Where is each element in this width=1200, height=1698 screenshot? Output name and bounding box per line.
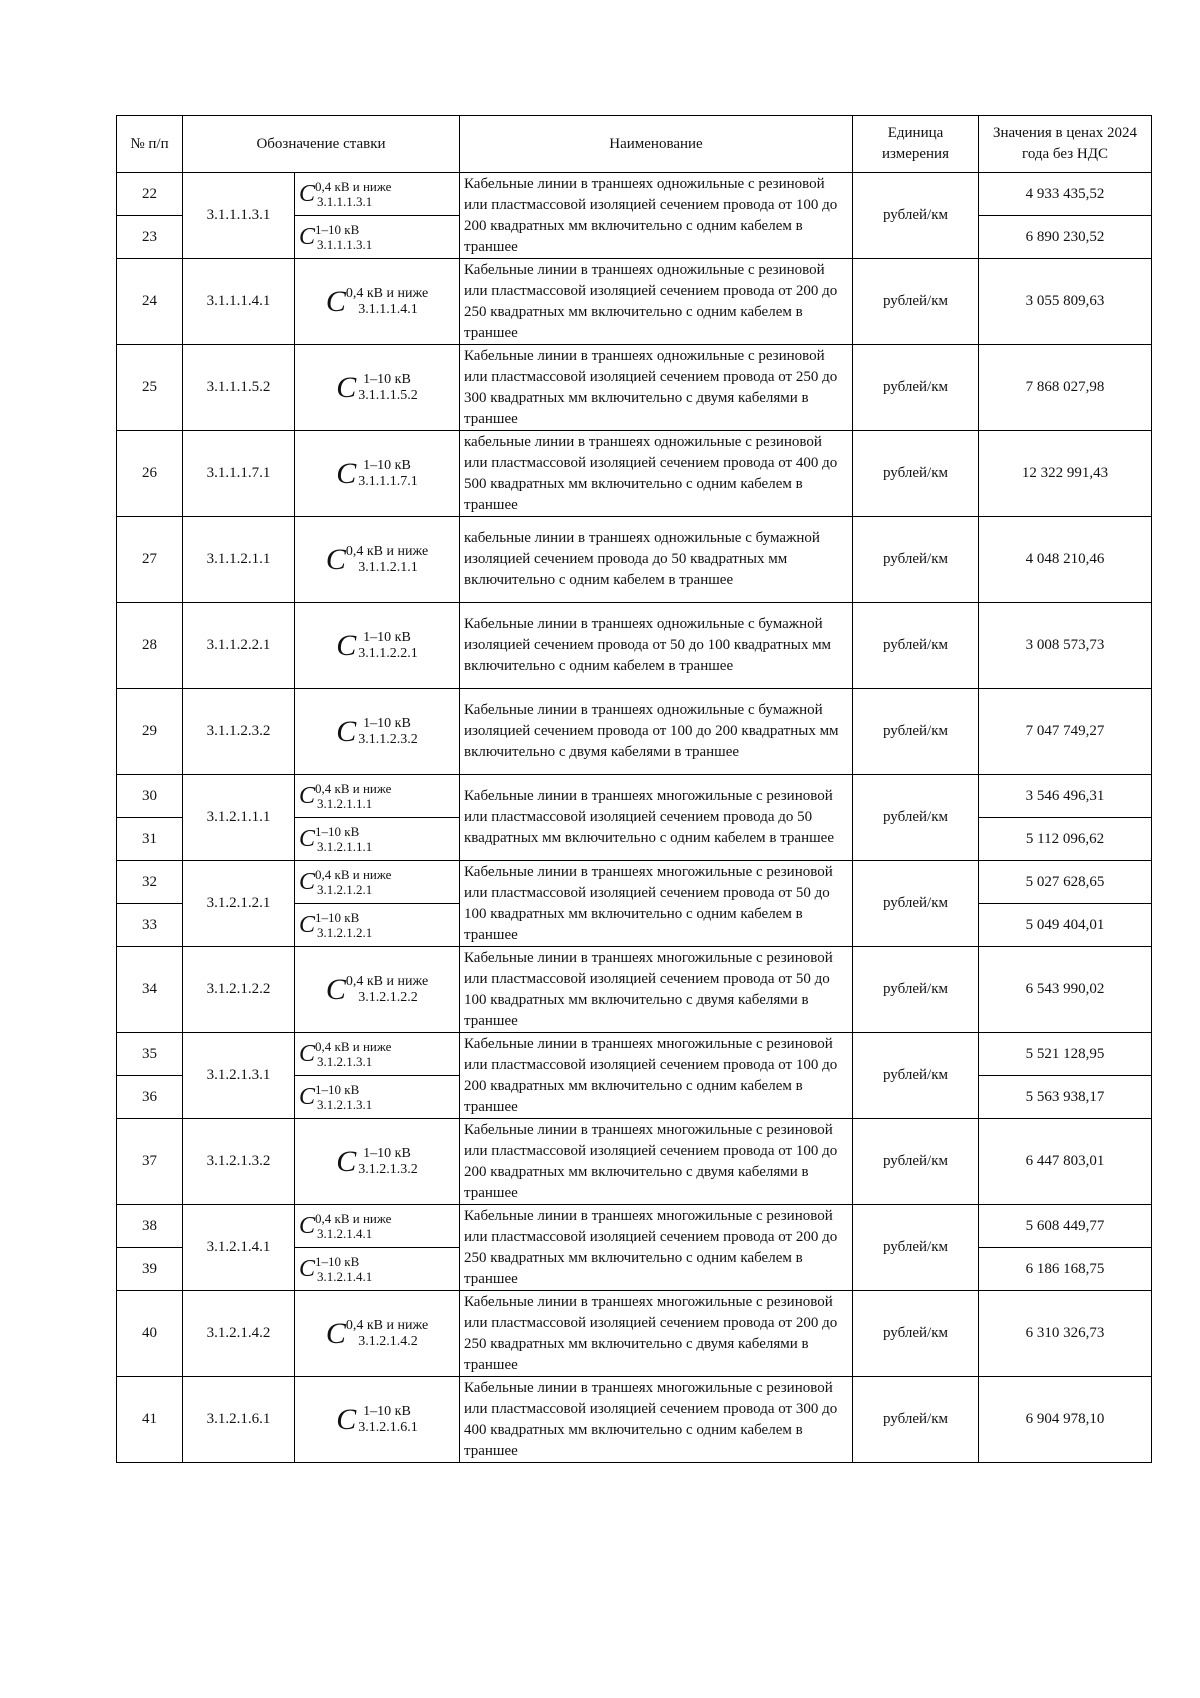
rate-symbol-letter: C xyxy=(299,1084,316,1110)
rate-symbol-cell xyxy=(295,431,460,517)
rate-name: Кабельные линии в траншеях многожильные с резиновой или пластмассовой изоляцией сечением провода от 200 до 250 квадратных мм включительно с одним кабелем в траншее xyxy=(460,1205,853,1291)
rate-symbol xyxy=(299,1146,455,1178)
rate-name: Кабельные линии в траншеях одножильные с бумажной изоляцией сечением провода от 100 до 200 квадратных мм включительно с двумя кабелями в траншее xyxy=(460,689,853,775)
header-name: Наименование xyxy=(460,116,853,173)
rate-symbol-letter: C xyxy=(325,1316,346,1350)
rate-code: 3.1.2.1.3.1 xyxy=(183,1033,295,1119)
table-row xyxy=(117,1377,1152,1463)
voltage-class: 0,4 кВ и ниже xyxy=(345,543,429,559)
header-value: Значения в ценах 2024 года без НДС xyxy=(979,116,1152,173)
rate-symbol-scripts xyxy=(315,867,391,897)
rate-symbol-cell xyxy=(295,689,460,775)
rate-symbol-letter: C xyxy=(325,542,346,576)
rate-name: Кабельные линии в траншеях многожильные с резиновой или пластмассовой изоляцией сечением провода от 100 до 200 квадратных мм включительно с одним кабелем в траншее xyxy=(460,1033,853,1119)
table-row xyxy=(117,947,1152,1033)
rate-symbol-scripts xyxy=(315,222,372,252)
header-num: № п/п xyxy=(117,116,183,173)
rate-value: 4 933 435,52 xyxy=(979,173,1152,216)
voltage-class: 1–10 кВ xyxy=(363,371,411,387)
rate-symbol xyxy=(299,1211,391,1241)
symbol-index: 3.1.1.1.3.1 xyxy=(317,237,373,252)
rate-symbol xyxy=(299,544,455,576)
rate-symbol xyxy=(299,1254,372,1284)
rate-symbol-cell xyxy=(295,1291,460,1377)
voltage-class: 0,4 кВ и ниже xyxy=(345,285,429,301)
symbol-index: 3.1.1.2.3.2 xyxy=(358,731,418,747)
rate-value: 3 008 573,73 xyxy=(979,603,1152,689)
rate-name: Кабельные линии в траншеях одножильные с резиновой или пластмассовой изоляцией сечением провода от 200 до 250 квадратных мм включительно с одним кабелем в траншее xyxy=(460,259,853,345)
rate-symbol-scripts xyxy=(356,716,418,748)
rate-unit: рублей/км xyxy=(853,1119,979,1205)
rate-value: 6 904 978,10 xyxy=(979,1377,1152,1463)
table-row xyxy=(117,861,1152,904)
symbol-index: 3.1.1.1.4.1 xyxy=(358,301,418,317)
rates-table xyxy=(116,115,1152,1463)
rate-name: Кабельные линии в траншеях одножильные с резиновой или пластмассовой изоляцией сечением провода от 250 до 300 квадратных мм включительно с двумя кабелями в траншее xyxy=(460,345,853,431)
table-row xyxy=(117,775,1152,818)
rate-name: Кабельные линии в траншеях одножильные с бумажной изоляцией сечением провода от 50 до 100 квадратных мм включительно с одним кабелем в траншее xyxy=(460,603,853,689)
rate-unit: рублей/км xyxy=(853,259,979,345)
rate-value: 6 310 326,73 xyxy=(979,1291,1152,1377)
rate-name: кабельные линии в траншеях одножильные с резиновой или пластмассовой изоляцией сечением провода от 400 до 500 квадратных мм включительно с одним кабелем в траншее xyxy=(460,431,853,517)
row-number: 36 xyxy=(117,1076,183,1119)
rate-symbol-scripts xyxy=(356,1146,418,1178)
rate-symbol xyxy=(299,1318,455,1350)
rate-unit: рублей/км xyxy=(853,173,979,259)
rate-name: Кабельные линии в траншеях одножильные с резиновой или пластмассовой изоляцией сечением провода от 100 до 200 квадратных мм включительно с одним кабелем в траншее xyxy=(460,173,853,259)
rate-unit: рублей/км xyxy=(853,345,979,431)
rate-symbol-scripts xyxy=(346,544,428,576)
voltage-class: 1–10 кВ xyxy=(363,715,411,731)
rate-unit: рублей/км xyxy=(853,689,979,775)
rate-symbol-letter: C xyxy=(299,224,316,250)
rate-unit: рублей/км xyxy=(853,1377,979,1463)
symbol-index: 3.1.2.1.3.2 xyxy=(358,1161,418,1177)
rate-symbol-letter: C xyxy=(299,826,316,852)
rate-code: 3.1.1.2.1.1 xyxy=(183,517,295,603)
header-unit: Единица измерения xyxy=(853,116,979,173)
rate-symbol xyxy=(299,1039,391,1069)
rate-symbol-cell xyxy=(295,1076,460,1119)
rate-symbol xyxy=(299,630,455,662)
row-number: 39 xyxy=(117,1248,183,1291)
rate-symbol-letter: C xyxy=(336,1402,357,1436)
rate-code: 3.1.2.1.4.2 xyxy=(183,1291,295,1377)
row-number: 37 xyxy=(117,1119,183,1205)
rate-code: 3.1.1.1.5.2 xyxy=(183,345,295,431)
rate-symbol-cell xyxy=(295,1033,460,1076)
rate-symbol-cell xyxy=(295,173,460,216)
symbol-index: 3.1.1.1.3.1 xyxy=(317,194,373,209)
table-row xyxy=(117,517,1152,603)
rate-symbol-letter: C xyxy=(325,284,346,318)
rate-symbol-scripts xyxy=(356,1404,418,1436)
rate-symbol xyxy=(299,867,391,897)
rate-code: 3.1.2.1.2.2 xyxy=(183,947,295,1033)
header-designation: Обозначение ставки xyxy=(183,116,460,173)
table-row xyxy=(117,431,1152,517)
row-number: 23 xyxy=(117,216,183,259)
rate-symbol xyxy=(299,824,372,854)
rate-symbol-letter: C xyxy=(299,912,316,938)
rate-symbol-cell xyxy=(295,603,460,689)
table-header-row xyxy=(117,116,1152,173)
rate-symbol-letter: C xyxy=(299,181,316,207)
rate-unit: рублей/км xyxy=(853,431,979,517)
rate-symbol-scripts xyxy=(356,372,418,404)
symbol-index: 3.1.1.1.7.1 xyxy=(358,473,418,489)
rate-code: 3.1.1.2.3.2 xyxy=(183,689,295,775)
rate-name: Кабельные линии в траншеях многожильные с резиновой или пластмассовой изоляцией сечением провода от 300 до 400 квадратных мм включительно с одним кабелем в траншее xyxy=(460,1377,853,1463)
rate-symbol-scripts xyxy=(315,1211,391,1241)
rate-value: 6 890 230,52 xyxy=(979,216,1152,259)
table-row xyxy=(117,259,1152,345)
rate-symbol xyxy=(299,286,455,318)
rate-code: 3.1.1.1.4.1 xyxy=(183,259,295,345)
row-number: 35 xyxy=(117,1033,183,1076)
rate-symbol-scripts xyxy=(315,1082,372,1112)
rate-symbol-cell xyxy=(295,904,460,947)
rate-symbol-letter: C xyxy=(299,1213,316,1239)
rate-symbol-letter: C xyxy=(299,869,316,895)
symbol-index: 3.1.2.1.4.1 xyxy=(317,1269,373,1284)
rate-symbol xyxy=(299,372,455,404)
rate-value: 5 608 449,77 xyxy=(979,1205,1152,1248)
table-row xyxy=(117,603,1152,689)
rate-symbol-cell xyxy=(295,861,460,904)
voltage-class: 0,4 кВ и ниже xyxy=(345,1317,429,1333)
rate-unit: рублей/км xyxy=(853,1291,979,1377)
rate-value: 6 543 990,02 xyxy=(979,947,1152,1033)
table-row xyxy=(117,1119,1152,1205)
rate-code: 3.1.2.1.2.1 xyxy=(183,861,295,947)
rate-value: 6 447 803,01 xyxy=(979,1119,1152,1205)
rate-value: 7 047 749,27 xyxy=(979,689,1152,775)
rate-symbol-cell xyxy=(295,216,460,259)
table-body xyxy=(117,173,1152,1463)
voltage-class: 0,4 кВ и ниже xyxy=(315,867,392,882)
rate-name: Кабельные линии в траншеях многожильные с резиновой или пластмассовой изоляцией сечением провода от 200 до 250 квадратных мм включительно с двумя кабелями в траншее xyxy=(460,1291,853,1377)
rate-symbol xyxy=(299,458,455,490)
row-number: 41 xyxy=(117,1377,183,1463)
rate-symbol-scripts xyxy=(315,910,372,940)
rate-symbol xyxy=(299,716,455,748)
voltage-class: 0,4 кВ и ниже xyxy=(315,781,392,796)
rate-symbol-cell xyxy=(295,818,460,861)
symbol-index: 3.1.1.2.1.1 xyxy=(358,559,418,575)
rate-value: 3 546 496,31 xyxy=(979,775,1152,818)
rate-symbol-letter: C xyxy=(336,1144,357,1178)
rate-value: 5 112 096,62 xyxy=(979,818,1152,861)
rate-symbol-cell xyxy=(295,1377,460,1463)
voltage-class: 1–10 кВ xyxy=(315,1254,360,1269)
rate-code: 3.1.1.2.2.1 xyxy=(183,603,295,689)
rate-symbol-scripts xyxy=(315,1254,372,1284)
rate-name: Кабельные линии в траншеях многожильные с резиновой или пластмассовой изоляцией сечением провода до 50 квадратных мм включительно с одним кабелем в траншее xyxy=(460,775,853,861)
rate-symbol-scripts xyxy=(315,781,391,811)
rate-unit: рублей/км xyxy=(853,861,979,947)
symbol-index: 3.1.2.1.3.1 xyxy=(317,1097,373,1112)
table-row xyxy=(117,173,1152,216)
rate-symbol-letter: C xyxy=(336,628,357,662)
voltage-class: 1–10 кВ xyxy=(363,1145,411,1161)
rate-name: Кабельные линии в траншеях многожильные с резиновой или пластмассовой изоляцией сечением провода от 50 до 100 квадратных мм включительно с одним кабелем в траншее xyxy=(460,861,853,947)
rate-value: 3 055 809,63 xyxy=(979,259,1152,345)
rate-name: Кабельные линии в траншеях многожильные с резиновой или пластмассовой изоляцией сечением провода от 100 до 200 квадратных мм включительно с двумя кабелями в траншее xyxy=(460,1119,853,1205)
rate-symbol-cell xyxy=(295,1119,460,1205)
row-number: 38 xyxy=(117,1205,183,1248)
row-number: 29 xyxy=(117,689,183,775)
rate-symbol-cell xyxy=(295,1248,460,1291)
rate-unit: рублей/км xyxy=(853,1033,979,1119)
symbol-index: 3.1.2.1.2.2 xyxy=(358,989,418,1005)
rate-symbol-cell xyxy=(295,775,460,818)
rate-value: 7 868 027,98 xyxy=(979,345,1152,431)
symbol-index: 3.1.1.1.5.2 xyxy=(358,387,418,403)
symbol-index: 3.1.2.1.1.1 xyxy=(317,796,373,811)
table-row xyxy=(117,689,1152,775)
rate-value: 5 521 128,95 xyxy=(979,1033,1152,1076)
row-number: 26 xyxy=(117,431,183,517)
table-row xyxy=(117,345,1152,431)
rate-symbol-cell xyxy=(295,947,460,1033)
voltage-class: 1–10 кВ xyxy=(363,629,411,645)
rate-symbol-scripts xyxy=(315,824,372,854)
rate-value: 12 322 991,43 xyxy=(979,431,1152,517)
symbol-index: 3.1.2.1.1.1 xyxy=(317,839,373,854)
symbol-index: 3.1.2.1.3.1 xyxy=(317,1054,373,1069)
rate-symbol-scripts xyxy=(356,630,418,662)
rate-symbol-cell xyxy=(295,517,460,603)
rate-unit: рублей/км xyxy=(853,517,979,603)
table-row xyxy=(117,1291,1152,1377)
rate-value: 4 048 210,46 xyxy=(979,517,1152,603)
rate-unit: рублей/км xyxy=(853,1205,979,1291)
rate-symbol-letter: C xyxy=(299,783,316,809)
voltage-class: 1–10 кВ xyxy=(315,1082,360,1097)
rate-value: 6 186 168,75 xyxy=(979,1248,1152,1291)
rate-symbol xyxy=(299,910,372,940)
voltage-class: 1–10 кВ xyxy=(315,824,360,839)
symbol-index: 3.1.2.1.2.1 xyxy=(317,882,373,897)
rate-symbol xyxy=(299,781,391,811)
rate-symbol-letter: C xyxy=(299,1256,316,1282)
table-row xyxy=(117,1033,1152,1076)
rate-symbol-scripts xyxy=(346,286,428,318)
rate-code: 3.1.1.1.7.1 xyxy=(183,431,295,517)
rate-symbol-scripts xyxy=(356,458,418,490)
rate-symbol-letter: C xyxy=(336,714,357,748)
rate-symbol-letter: C xyxy=(336,370,357,404)
row-number: 32 xyxy=(117,861,183,904)
rate-code: 3.1.2.1.3.2 xyxy=(183,1119,295,1205)
rate-symbol-letter: C xyxy=(299,1041,316,1067)
rate-symbol-cell xyxy=(295,1205,460,1248)
voltage-class: 0,4 кВ и ниже xyxy=(315,1211,392,1226)
rate-symbol-scripts xyxy=(346,974,428,1006)
table-row xyxy=(117,1205,1152,1248)
rate-symbol-scripts xyxy=(315,179,391,209)
row-number: 25 xyxy=(117,345,183,431)
rate-value: 5 049 404,01 xyxy=(979,904,1152,947)
rate-symbol xyxy=(299,1404,455,1436)
symbol-index: 3.1.2.1.6.1 xyxy=(358,1419,418,1435)
rate-name: кабельные линии в траншеях одножильные с бумажной изоляцией сечением провода до 50 квадратных мм включительно с одним кабелем в траншее xyxy=(460,517,853,603)
rate-value: 5 563 938,17 xyxy=(979,1076,1152,1119)
voltage-class: 0,4 кВ и ниже xyxy=(315,1039,392,1054)
rate-unit: рублей/км xyxy=(853,603,979,689)
row-number: 33 xyxy=(117,904,183,947)
symbol-index: 3.1.2.1.4.1 xyxy=(317,1226,373,1241)
voltage-class: 1–10 кВ xyxy=(315,222,360,237)
row-number: 22 xyxy=(117,173,183,216)
rate-unit: рублей/км xyxy=(853,947,979,1033)
rate-symbol-letter: C xyxy=(325,972,346,1006)
rate-symbol xyxy=(299,222,372,252)
row-number: 31 xyxy=(117,818,183,861)
voltage-class: 1–10 кВ xyxy=(363,457,411,473)
rate-symbol xyxy=(299,179,391,209)
rate-name: Кабельные линии в траншеях многожильные с резиновой или пластмассовой изоляцией сечением провода от 50 до 100 квадратных мм включительно с двумя кабелями в траншее xyxy=(460,947,853,1033)
symbol-index: 3.1.1.2.2.1 xyxy=(358,645,418,661)
voltage-class: 1–10 кВ xyxy=(363,1403,411,1419)
rate-symbol xyxy=(299,974,455,1006)
rate-symbol-cell xyxy=(295,345,460,431)
voltage-class: 1–10 кВ xyxy=(315,910,360,925)
symbol-index: 3.1.2.1.4.2 xyxy=(358,1333,418,1349)
rate-symbol xyxy=(299,1082,372,1112)
voltage-class: 0,4 кВ и ниже xyxy=(315,179,392,194)
rate-unit: рублей/км xyxy=(853,775,979,861)
rate-code: 3.1.2.1.4.1 xyxy=(183,1205,295,1291)
rate-symbol-letter: C xyxy=(336,456,357,490)
rate-code: 3.1.2.1.1.1 xyxy=(183,775,295,861)
rate-symbol-cell xyxy=(295,259,460,345)
row-number: 28 xyxy=(117,603,183,689)
row-number: 34 xyxy=(117,947,183,1033)
rate-code: 3.1.1.1.3.1 xyxy=(183,173,295,259)
row-number: 40 xyxy=(117,1291,183,1377)
rate-value: 5 027 628,65 xyxy=(979,861,1152,904)
rate-code: 3.1.2.1.6.1 xyxy=(183,1377,295,1463)
rate-symbol-scripts xyxy=(346,1318,428,1350)
row-number: 30 xyxy=(117,775,183,818)
row-number: 27 xyxy=(117,517,183,603)
symbol-index: 3.1.2.1.2.1 xyxy=(317,925,373,940)
row-number: 24 xyxy=(117,259,183,345)
rate-symbol-scripts xyxy=(315,1039,391,1069)
voltage-class: 0,4 кВ и ниже xyxy=(345,973,429,989)
